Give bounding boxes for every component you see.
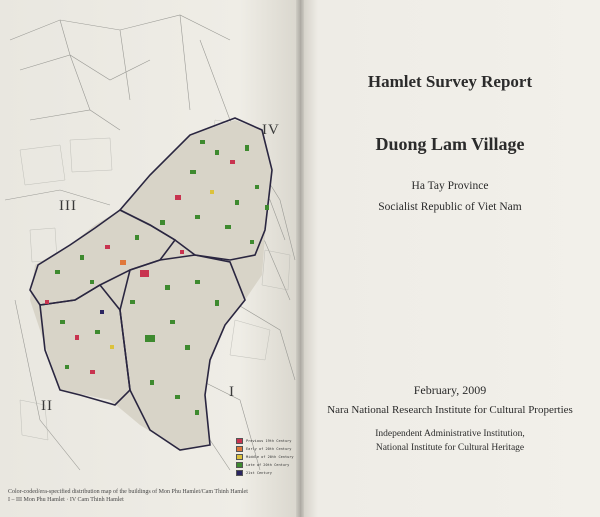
institute-line-2: Independent Administrative Institution, bbox=[375, 429, 525, 439]
legend-label: Previous 19th Century bbox=[246, 439, 292, 443]
legend-item bbox=[236, 437, 298, 445]
report-title: Hamlet Survey Report bbox=[367, 72, 533, 91]
legend-item bbox=[236, 461, 298, 469]
village-map bbox=[0, 0, 300, 490]
legend-item bbox=[236, 469, 298, 477]
village-area bbox=[30, 120, 272, 450]
legend-swatch bbox=[236, 438, 243, 444]
legend-item bbox=[236, 445, 298, 453]
zone-label-iii: III bbox=[59, 198, 77, 214]
map-legend bbox=[236, 437, 298, 477]
institute-name: Nara National Research Institute for Cultural Properties bbox=[327, 404, 573, 416]
legend-label: 21st Century bbox=[246, 471, 272, 475]
village-title: Duong Lam Village bbox=[375, 134, 525, 154]
institute-line-3: National Institute for Cultural Heritage bbox=[375, 443, 525, 453]
country-text: Socialist Republic of Viet Nam bbox=[378, 201, 522, 213]
province-text: Ha Tay Province bbox=[411, 180, 489, 192]
publication-date: February, 2009 bbox=[413, 383, 487, 397]
caption-line-2: I – III Mon Phu Hamlet · IV Cam Thinh Hamlet bbox=[8, 496, 124, 503]
legend-swatch bbox=[236, 446, 243, 452]
legend-item bbox=[236, 453, 298, 461]
legend-swatch bbox=[236, 462, 243, 468]
legend-swatch bbox=[236, 454, 243, 460]
zone-label-iv: IV bbox=[262, 122, 280, 138]
caption-line-1: Color-coded/era-specified distribution map of the buildings of Mon Phu Hamlet/Cam Thinh Hamlet bbox=[8, 489, 248, 495]
zone-label-i: I bbox=[229, 384, 235, 400]
legend-label: Middle of 20th Century bbox=[246, 455, 294, 459]
legend-swatch bbox=[236, 470, 243, 476]
map-caption bbox=[8, 489, 293, 504]
zone-label-ii: II bbox=[41, 398, 53, 414]
legend-label: Early of 20th Century bbox=[246, 447, 292, 451]
legend-label: Late of 20th Century bbox=[246, 463, 290, 467]
